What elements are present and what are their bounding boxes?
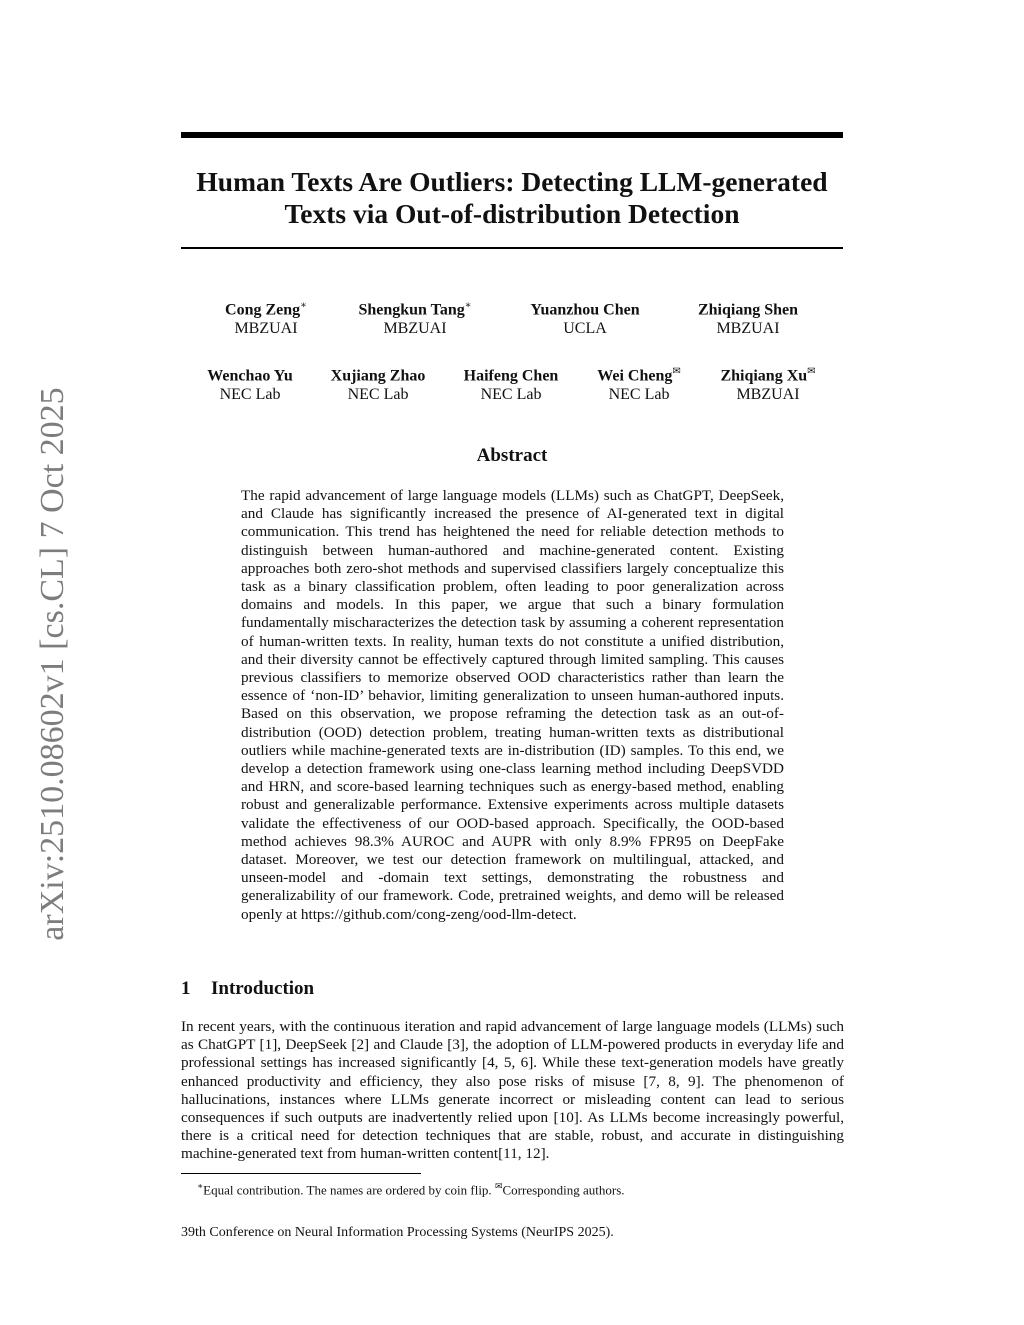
author-affiliation: MBZUAI: [716, 320, 780, 338]
author-affiliation: NEC Lab: [347, 386, 409, 404]
author-block: [330, 296, 500, 338]
author-name: Zhiqiang Shen: [697, 301, 799, 319]
author-name: Cong Zeng∗: [225, 300, 307, 319]
author-name: Shengkun Tang∗: [358, 300, 472, 319]
title-bottom-rule: [181, 247, 843, 249]
author-block: [663, 296, 833, 338]
author-block: [181, 296, 351, 338]
author-affiliation: MBZUAI: [736, 386, 800, 404]
section-number: 1: [181, 978, 191, 999]
author-name: Haifeng Chen: [463, 367, 559, 385]
title-line-1: Human Texts Are Outliers: Detecting LLM-generated: [196, 166, 828, 197]
author-name: Xujiang Zhao: [330, 367, 426, 385]
author-block: [683, 362, 853, 404]
author-affiliation: NEC Lab: [608, 386, 670, 404]
footnote: [197, 1178, 625, 1198]
title-top-rule: [181, 132, 843, 138]
envelope-icon: ✉: [494, 1181, 503, 1191]
author-block: [500, 296, 670, 338]
author-name: Yuanzhou Chen: [530, 301, 640, 319]
footnote-text-equal: Equal contribution. The names are ordered by coin flip.: [203, 1182, 495, 1198]
abstract-text: The rapid advancement of large language models (LLMs) such as ChatGPT, DeepSeek, and Claude has significantly increased the presence of AI-generated text in digital communication. This trend has heightened the need for reliable detection methods to distinguish between human-authored and machine-generated content. Existing approaches both zero-shot methods and supervised classifiers largely conceptualize this task as a binary classification problem, often leading to poor generalization across domains and models. In this paper, we argue that such a binary formulation fundamentally mischaracterizes the detection task by assuming a coherent representation of human-written texts. In reality, human texts do not constitute a unified distribution, and their diversity cannot be effectively captured through limited sampling. This causes previous classifiers to memorize observed OOD characteristics rather than learn the essence of ‘non-ID’ behavior, limiting generalization to unseen human-authored inputs. Based on this observation, we propose reframing the detection task as an out-of-distribution (OOD) detection problem, treating human-written texts as distributional outliers while machine-generated texts are in-distribution (ID) samples. To this end, we develop a detection framework using one-class learning method including DeepSVDD and HRN, and score-based learning techniques such as energy-based method, enabling robust and generalizable performance. Extensive experiments across multiple datasets validate the effectiveness of our OOD-based approach. Specifically, the OOD-based method achieves 98.3% AUROC and AUPR with only 8.9% FPR95 on DeepFake dataset. Moreover, we test our detection framework on multilingual, attacked, and unseen-model and -domain text settings, demonstrating the robustness and generalizability of our framework. Code, pretrained weights, and demo will be released openly at https://github.com/cong-zeng/ood-llm-detect.: [241, 487, 784, 923]
author-affiliation: MBZUAI: [234, 320, 298, 338]
abstract-heading: Abstract: [476, 445, 548, 466]
author-name: Wenchao Yu: [207, 367, 293, 385]
footnote-text-corresponding: Corresponding authors.: [502, 1182, 625, 1198]
title-line-2: Texts via Out-of-distribution Detection: [284, 198, 740, 229]
author-affiliation: MBZUAI: [383, 320, 447, 338]
section-heading: [181, 978, 314, 1000]
author-affiliation: NEC Lab: [480, 386, 542, 404]
conference-venue: 39th Conference on Neural Information Processing Systems (NeurIPS 2025).: [181, 1225, 614, 1240]
author-name: Wei Cheng✉: [597, 366, 681, 385]
footnote-mark-equal: ∗: [197, 1181, 204, 1191]
introduction-paragraph: In recent years, with the continuous iteration and rapid advancement of large language models (LLMs) such as ChatGPT [1], DeepSeek [2] and Claude [3], the adoption of LLM-powered products in everyday life and professional settings has increased significantly [4, 5, 6]. While these text-generation models have greatly enhanced productivity and efficiency, they also pose risks of misuse [7, 8, 9]. The phenomenon of hallucinations, instances where LLMs generate incorrect or misleading content can lead to serious consequences if such outputs are inadvertently relied upon [10]. As LLMs become increasingly powerful, there is a critical need for detection techniques that are stable, robust, and accurate in distinguishing machine-generated text from human-written content[11, 12].: [181, 1018, 844, 1163]
author-affiliation: UCLA: [563, 320, 607, 338]
section-title: Introduction: [211, 978, 315, 999]
author-name: Zhiqiang Xu✉: [720, 366, 816, 385]
paper-title: [181, 166, 843, 230]
footnote-rule: [181, 1173, 421, 1174]
arxiv-stamp: arXiv:2510.08602v1 [cs.CL] 7 Oct 2025: [34, 387, 71, 941]
author-affiliation: NEC Lab: [219, 386, 281, 404]
